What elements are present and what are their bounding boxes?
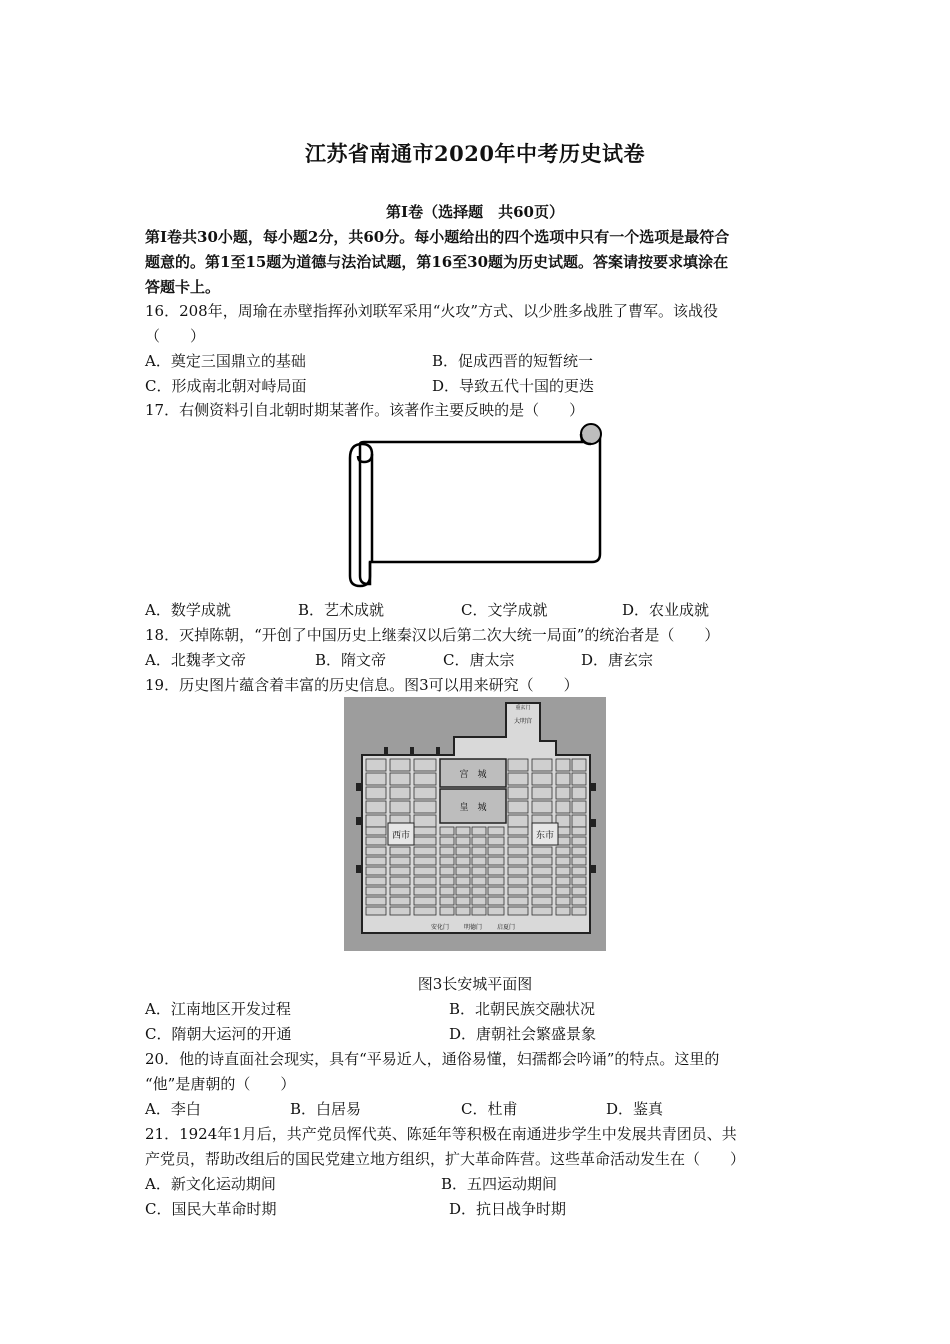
city-ward-block: [572, 867, 586, 875]
city-ward-block: [440, 887, 454, 895]
instructions-line-2: 题意的。第1至15题为道德与法治试题，第16至30题为历史试题。答案请按要求填涂在: [145, 253, 729, 271]
q21-option-a[interactable]: A．新文化运动期间: [145, 1175, 276, 1193]
city-ward-block: [572, 827, 586, 835]
map-label-east-market: 东市: [535, 831, 555, 841]
city-ward-block: [508, 837, 528, 845]
city-ward-block: [440, 897, 454, 905]
city-ward-block: [414, 847, 436, 855]
city-ward-block: [572, 773, 586, 785]
city-ward-block: [572, 787, 586, 799]
city-ward-block: [456, 877, 470, 885]
city-ward-block: [390, 877, 410, 885]
city-ward-block: [532, 907, 552, 915]
city-ward-block: [414, 801, 436, 813]
city-ward-block: [556, 759, 570, 771]
q19-option-b[interactable]: B．北朝民族交融状况: [449, 1000, 596, 1018]
q17-stem: 17．右侧资料引自北朝时期某著作。该著作主要反映的是（ ）: [145, 401, 585, 419]
city-ward-block: [440, 837, 454, 845]
city-ward-block: [440, 867, 454, 875]
city-ward-block: [556, 847, 570, 855]
city-ward-block: [472, 887, 486, 895]
city-ward-block: [572, 897, 586, 905]
city-ward-block: [366, 759, 386, 771]
city-ward-block: [414, 907, 436, 915]
city-ward-block: [414, 787, 436, 799]
q19-caption: 图3长安城平面图: [417, 975, 533, 993]
city-ward-block: [488, 887, 504, 895]
q21-stem-line-2: 产党员，帮助改组后的国民党建立地方组织，扩大革命阵营。这些革命活动发生在（ ）: [145, 1150, 746, 1168]
city-ward-block: [440, 907, 454, 915]
city-ward-block: [488, 867, 504, 875]
map-label-palace-city: 宫 城: [459, 770, 487, 780]
city-ward-block: [456, 837, 470, 845]
city-ward-block: [508, 801, 528, 813]
city-ward-block: [508, 787, 528, 799]
exam-title: 江苏省南通市2020年中考历史试卷: [305, 141, 645, 166]
city-ward-block: [390, 907, 410, 915]
city-ward-block: [440, 857, 454, 865]
city-ward-block: [532, 847, 552, 855]
city-ward-block: [366, 847, 386, 855]
city-ward-block: [508, 815, 528, 827]
map-label-gate-south-left: 安化门: [430, 924, 450, 931]
city-ward-block: [556, 867, 570, 875]
city-ward-block: [556, 897, 570, 905]
city-ward-block: [508, 887, 528, 895]
q21-stem-line-1: 21．1924年1月后，共产党员恽代英、陈延年等积极在南通进步学生中发展共青团员、共: [145, 1125, 737, 1143]
q20-stem-line-2: “他”是唐朝的（ ）: [145, 1075, 296, 1093]
map-label-imperial-city: 皇 城: [459, 803, 487, 813]
city-ward-block: [556, 877, 570, 885]
city-ward-block: [508, 877, 528, 885]
city-ward-block: [366, 857, 386, 865]
city-ward-block: [572, 759, 586, 771]
city-ward-block: [390, 857, 410, 865]
q21-option-b[interactable]: B．五四运动期间: [441, 1175, 558, 1193]
city-ward-block: [456, 867, 470, 875]
city-ward-block: [488, 847, 504, 855]
q21-option-d[interactable]: D．抗日战争时期: [449, 1200, 567, 1218]
city-ward-block: [556, 857, 570, 865]
city-ward-block: [472, 907, 486, 915]
q17-option-d[interactable]: D．农业成就: [622, 601, 710, 619]
city-ward-block: [366, 907, 386, 915]
city-ward-block: [414, 877, 436, 885]
city-ward-block: [532, 759, 552, 771]
city-ward-block: [572, 907, 586, 915]
city-ward-block: [456, 907, 470, 915]
instructions-line-3: 答题卡上。: [145, 278, 221, 296]
city-ward-block: [366, 787, 386, 799]
city-ward-block: [556, 887, 570, 895]
city-ward-block: [390, 887, 410, 895]
city-ward-block: [508, 867, 528, 875]
city-ward-block: [456, 827, 470, 835]
city-ward-block: [572, 887, 586, 895]
city-ward-block: [508, 773, 528, 785]
city-ward-block: [414, 827, 436, 835]
city-ward-block: [366, 773, 386, 785]
map-label-palace-north: 大明宫: [513, 718, 533, 725]
q20-stem-line-1: 20．他的诗直面社会现实，具有“平易近人，通俗易懂，妇孺都会吟诵”的特点。这里的: [145, 1050, 720, 1068]
q20-option-c[interactable]: C．杜甫: [461, 1100, 518, 1118]
city-ward-block: [472, 827, 486, 835]
city-ward-block: [414, 837, 436, 845]
city-ward-block: [390, 867, 410, 875]
city-ward-block: [508, 847, 528, 855]
city-ward-block: [532, 857, 552, 865]
scroll-icon: [340, 420, 610, 592]
city-ward-block: [366, 801, 386, 813]
city-ward-block: [556, 907, 570, 915]
q16-option-d[interactable]: D．导致五代十国的更迭: [432, 377, 595, 395]
city-ward-block: [532, 773, 552, 785]
city-ward-block: [366, 815, 386, 827]
instructions-line-1: 第I卷共30小题，每小题2分，共60分。每小题给出的四个选项中只有一个选项是最符合: [145, 228, 730, 246]
city-ward-block: [440, 827, 454, 835]
city-ward-block: [532, 887, 552, 895]
city-ward-block: [532, 877, 552, 885]
city-ward-block: [366, 837, 386, 845]
q20-option-d[interactable]: D．鉴真: [606, 1100, 664, 1118]
q20-option-a[interactable]: A．李白: [145, 1100, 201, 1118]
city-ward-block: [488, 907, 504, 915]
city-ward-block: [508, 759, 528, 771]
q19-stem: 19．历史图片蕴含着丰富的历史信息。图3可以用来研究（ ）: [145, 676, 579, 694]
city-ward-block: [390, 773, 410, 785]
city-ward-block: [440, 877, 454, 885]
city-ward-block: [390, 787, 410, 799]
city-ward-block: [572, 857, 586, 865]
q16-stem-line-1: 16．208年，周瑜在赤壁指挥孙刘联军采用“火攻”方式、以少胜多战胜了曹军。该战役: [145, 302, 719, 320]
city-ward-block: [390, 897, 410, 905]
city-ward-block: [456, 857, 470, 865]
city-ward-block: [508, 897, 528, 905]
city-ward-block: [414, 773, 436, 785]
q16-option-b[interactable]: B．促成西晋的短暂统一: [432, 352, 594, 370]
city-ward-block: [572, 847, 586, 855]
city-ward-block: [390, 801, 410, 813]
city-ward-block: [366, 897, 386, 905]
q17-option-a[interactable]: A．数学成就: [145, 601, 231, 619]
city-ward-block: [472, 857, 486, 865]
map-label-gate-south-right: 启夏门: [496, 924, 516, 931]
city-ward-block: [488, 857, 504, 865]
city-ward-block: [572, 801, 586, 813]
city-ward-block: [366, 887, 386, 895]
city-ward-block: [472, 837, 486, 845]
city-ward-block: [508, 827, 528, 835]
city-ward-block: [488, 897, 504, 905]
map-label-gate-south-mid: 明德门: [463, 924, 483, 931]
city-ward-block: [532, 897, 552, 905]
city-ward-block: [456, 887, 470, 895]
q18-option-a[interactable]: A．北魏孝文帝: [145, 651, 246, 669]
city-ward-block: [414, 759, 436, 771]
city-ward-block: [366, 827, 386, 835]
city-ward-block: [414, 887, 436, 895]
q20-option-b[interactable]: B．白居易: [290, 1100, 362, 1118]
city-ward-block: [366, 877, 386, 885]
section-heading: 第I卷（选择题 共60页）: [386, 203, 564, 221]
map-label-gate-top: 重玄门: [515, 705, 531, 711]
city-ward-block: [508, 907, 528, 915]
city-ward-block: [440, 847, 454, 855]
city-ward-block: [414, 897, 436, 905]
map-label-west-market: 西市: [391, 831, 411, 841]
city-ward-block: [472, 897, 486, 905]
city-ward-block: [532, 787, 552, 799]
q16-stem-line-2: （ ）: [145, 327, 206, 345]
city-ward-block: [414, 867, 436, 875]
q18-option-c[interactable]: C．唐太宗: [443, 651, 515, 669]
city-ward-block: [456, 897, 470, 905]
city-ward-block: [556, 801, 570, 813]
city-ward-block: [390, 759, 410, 771]
city-ward-block: [472, 867, 486, 875]
city-ward-block: [414, 857, 436, 865]
city-ward-block: [532, 801, 552, 813]
q16-option-a[interactable]: A．奠定三国鼎立的基础: [145, 352, 306, 370]
city-ward-block: [488, 877, 504, 885]
q17-option-b[interactable]: B．艺术成就: [298, 601, 385, 619]
city-ward-block: [572, 815, 586, 827]
city-ward-block: [456, 847, 470, 855]
q19-option-a[interactable]: A．江南地区开发过程: [145, 1000, 291, 1018]
q19-option-c[interactable]: C．隋朝大运河的开通: [145, 1025, 292, 1043]
q16-option-c[interactable]: C．形成南北朝对峙局面: [145, 377, 307, 395]
changan-city-map: [344, 697, 606, 951]
city-ward-block: [572, 837, 586, 845]
city-ward-block: [532, 867, 552, 875]
q19-option-d[interactable]: D．唐朝社会繁盛景象: [449, 1025, 597, 1043]
city-ward-block: [488, 837, 504, 845]
city-ward-block: [556, 787, 570, 799]
city-ward-block: [472, 847, 486, 855]
q18-stem: 18．灭掉陈朝，“开创了中国历史上继秦汉以后第二次大统一局面”的统治者是（ ）: [145, 626, 720, 644]
city-ward-block: [572, 877, 586, 885]
city-ward-block: [366, 867, 386, 875]
city-ward-block: [414, 815, 436, 827]
q18-option-b[interactable]: B．隋文帝: [315, 651, 387, 669]
q21-option-c[interactable]: C．国民大革命时期: [145, 1200, 277, 1218]
city-ward-block: [488, 827, 504, 835]
city-ward-block: [390, 847, 410, 855]
q18-option-d[interactable]: D．唐玄宗: [581, 651, 654, 669]
city-ward-block: [556, 773, 570, 785]
q17-option-c[interactable]: C．文学成就: [461, 601, 548, 619]
city-ward-block: [508, 857, 528, 865]
city-ward-block: [472, 877, 486, 885]
